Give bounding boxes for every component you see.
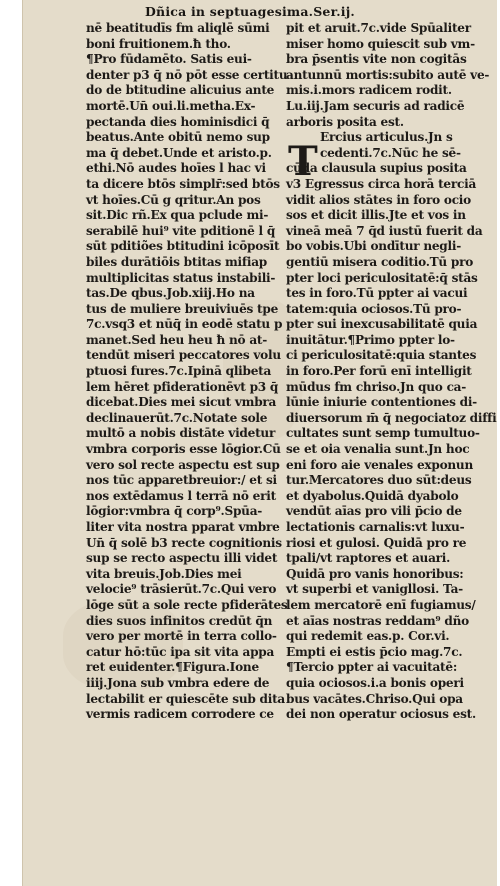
text-line: declinauerūt.7c.Notate sole (86, 410, 268, 425)
text-line: tus de muliere breuiviuēs tpe (86, 301, 279, 316)
text-line: lōge sūt a sole recte pfiderātes (86, 597, 288, 612)
text-line: vidit alios stātes in foro ocio (286, 192, 471, 207)
text-line: tas.De qbus.Job.xiij.Ho na (86, 286, 255, 301)
text-line: multiplicitas status instabili- (86, 270, 276, 285)
text-line: cultates sunt semp tumultuo- (286, 426, 480, 441)
text-line: ci periculositatē:quia stantes (286, 348, 477, 363)
text-line: bo vobis.Ubi ondītur negli- (286, 239, 461, 254)
text-line: nē beatitudīs fm aliqlē sūmi (86, 21, 270, 35)
text-line: vermis radicem corrodere ce (86, 707, 274, 722)
text-line: cedenti.7c.Nūc he sē- (320, 145, 461, 160)
text-line: cūda clausula supius posita (286, 161, 467, 176)
text-line: ta dicere btōs simplr̄:sed btōs (86, 176, 280, 191)
text-line: Empti ei estis p̄cio mag.7c. (286, 644, 463, 659)
text-line: 7c.vsq3 et nūq̄ in eodē statu p (86, 317, 283, 332)
text-line: vendūt aīas pro vili p̄cio de (286, 504, 462, 519)
text-line: nos tūc apparetbreuior:/ et si (86, 473, 277, 488)
text-line: diuersorum m̄ q̄ negociatoz diffi (286, 410, 497, 425)
text-line: tes in foro.Tū ppter ai vacui (286, 286, 468, 301)
text-line: et dyabolus.Quidā dyabolo (286, 488, 459, 503)
text-line: qui redemit eas.p. Cor.vi. (286, 629, 450, 644)
text-line: vero per mortē in terra collo- (86, 629, 277, 644)
text-line: in foro.Per forū enī intelligit (286, 364, 472, 379)
text-line: pter loci periculositatē:q̄ stās (286, 270, 478, 285)
text-line: Un̄ q̄ solē b3 recte cognitionis (86, 535, 282, 550)
text-line: manet.Sed heu heu ħ nō at- (86, 332, 268, 347)
text-line: lōgior:vmbra q̄ corp⁹.Spūa- (86, 504, 263, 519)
text-line: tpali/vt raptores et auari. (286, 551, 451, 566)
text-line: pectanda dies hominisdici q̄ (86, 114, 270, 129)
left-text-column (86, 21, 288, 723)
text-line: antunnū mortis:subito autē ve- (286, 67, 490, 82)
text-line: lectationis carnalis:vt luxu- (286, 520, 465, 534)
right-text-column (286, 21, 497, 723)
text-line: ma q̄ debet.Unde et aristo.p. (86, 145, 272, 160)
text-line: sit.Dic rñ.Ex qua pclude mi- (86, 208, 269, 223)
text-line: se et oia venalia sunt.Jn hoc (286, 442, 470, 457)
text-line: dei non operatur ociosus est. (286, 707, 476, 722)
text-line: sūt pditiões btitudini icōposīt (86, 239, 280, 254)
text-line: dies suos infinitos credūt q̄n (86, 613, 273, 628)
text-line: eni foro aie venales exponun (286, 457, 474, 472)
text-line: vt superbi et vanigllosi. Ta- (286, 582, 463, 597)
text-line: vmbra corporis esse lōgior.Cū (86, 442, 281, 457)
text-line: mortē.Un̄ oui.li.metha.Ex- (86, 98, 256, 113)
text-line: quia ociosos.i.a bonis operi (286, 675, 464, 690)
text-line: miser homo quiescit sub vm- (286, 36, 475, 51)
text-line: bra p̄sentis vite non cogitās (286, 52, 467, 67)
text-line: bus vacātes.Chriso.Qui opa (286, 691, 463, 706)
text-line: lem hēret pfiderationēvt p3 q̄ (86, 379, 279, 394)
text-line: et aīas nostras reddam⁹ dño (286, 613, 469, 628)
text-line: iiij.Jona sub vmbra edere de (86, 675, 270, 690)
text-line: ret euidenter.¶Figura.Ione (86, 660, 259, 675)
running-header: Dñica in septuagesima.Ser.ij. (145, 4, 355, 19)
text-line: ethi.Nō audes hoīes l hac vi (86, 161, 266, 176)
text-line: dicebat.Dies mei sicut vmbra (86, 395, 277, 410)
text-line: lūnie iniurie contentiones di- (286, 395, 477, 410)
text-line: Quidā pro vanis honoribus: (286, 566, 464, 581)
text-line: ¶Tercio ppter ai vacuitatē: (286, 660, 458, 675)
text-line: serabilē hui⁹ vite pditionē l q̄ (86, 223, 276, 238)
text-line: sos et dicit illis.Jte et vos in (286, 208, 466, 223)
text-line: lectabilit er quiescēte sub dita (86, 691, 286, 706)
text-line: pit et aruit.7c.vide Spūaliter (286, 21, 471, 35)
text-line: inuitātur.¶Primo ppter lo- (286, 332, 455, 347)
text-line: do de btitudine alicuius ante (86, 83, 275, 98)
text-line: pter sui inexcusabilitatē quia (286, 317, 478, 332)
text-line: tendūt miseri peccatores volu (86, 348, 281, 363)
text-line: nos extēdamus l terrā nō erit (86, 488, 276, 503)
text-line: catur hō:tūc ipa sit vita appa (86, 644, 275, 659)
text-line: velocie⁹ trāsierūt.7c.Qui vero (86, 582, 277, 597)
text-line: liter vita nostra pparat vmbre (86, 520, 280, 534)
text-line: boni fruitionem.ħ tho. (86, 36, 231, 51)
text-line: Lu.iij.Jam securis ad radicē (286, 98, 465, 113)
text-line: vita breuis.Job.Dies mei (86, 566, 242, 581)
text-line: vineā meā 7 q̄d iustū fuerit da (286, 223, 483, 238)
text-line: v3 Egressus circa horā terciā (286, 176, 477, 191)
text-line: mūdus fm chriso.Jn quo ca- (286, 379, 467, 394)
text-line: biles durātiōis btitas mifiap (86, 254, 267, 269)
text-line: beatus.Ante obitū nemo sup (86, 130, 270, 145)
text-line: denter p3 q̄ nō pōt esse certitu (86, 67, 288, 82)
text-line: tatem:quia ociosos.Tū pro- (286, 301, 462, 316)
text-line: mis.i.mors radicem rodit. (286, 83, 452, 98)
text-line: tur.Mercatores duo sūt:deus (286, 473, 472, 488)
text-line: Ercius articulus.Jn s (320, 130, 453, 145)
text-line: vt hoīes.Cū g qritur.An pos (86, 192, 261, 207)
text-line: sup se recto aspectu illi videt (86, 551, 278, 566)
text-line: arboris posita est. (286, 114, 404, 129)
text-line: ptuosi fures.7c.Ipinā qlibeta (86, 364, 272, 379)
text-line: vero sol recte aspectu est sup (86, 457, 280, 472)
text-line: gentiū misera coditio.Tū pro (286, 254, 474, 269)
text-line: ¶Pro fūdamēto. Satis eui- (86, 52, 252, 67)
drop-cap-initial: T (288, 138, 318, 185)
text-line: multō a nobis distāte videtur (86, 426, 276, 441)
text-line: riosi et gulosi. Quidā pro re (286, 535, 467, 550)
text-line: lem mercatorē enī fugiamus/ (286, 597, 476, 612)
